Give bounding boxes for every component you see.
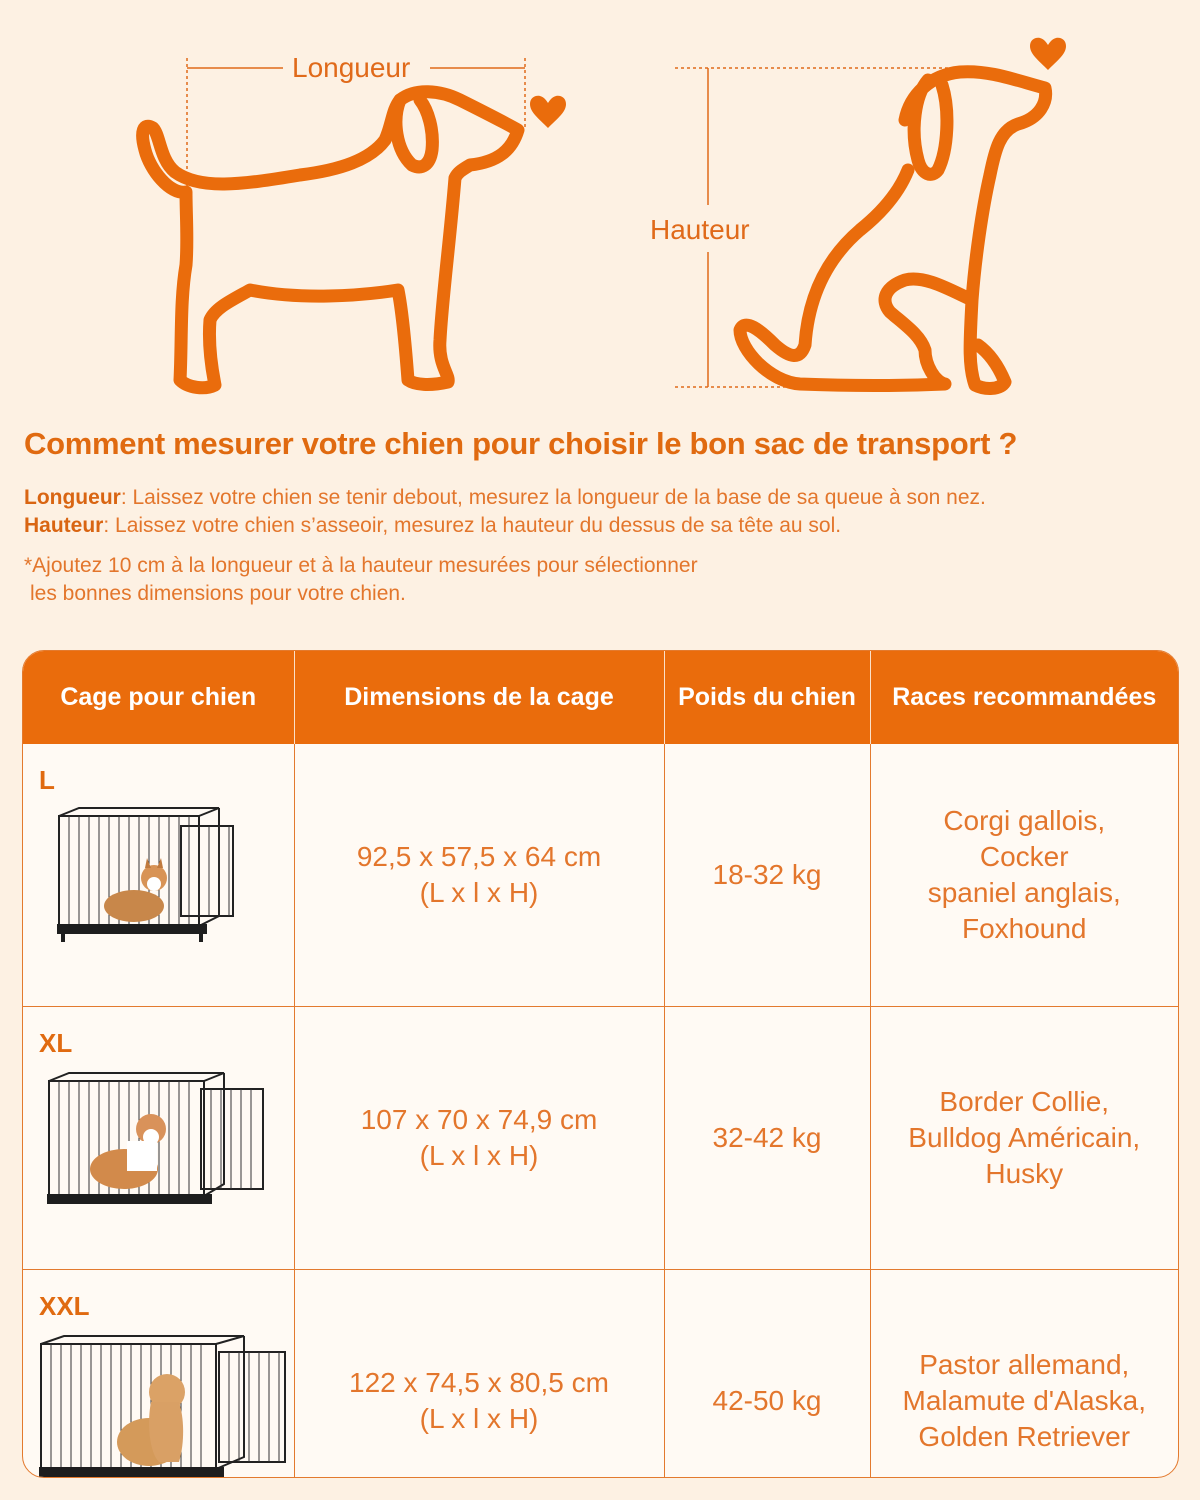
note-line-2: les bonnes dimensions pour votre chien.	[30, 582, 406, 605]
dimensions-cell	[294, 1007, 664, 1270]
length-instruction	[24, 484, 986, 512]
breed-line: Golden Retriever	[918, 1421, 1131, 1452]
weight-cell: 42-50 kg	[664, 1270, 870, 1479]
size-table	[22, 650, 1179, 1478]
breed-line: Pastor allemand,	[919, 1349, 1130, 1380]
breed-line: Foxhound	[961, 913, 1087, 944]
size-label: XL	[39, 1028, 73, 1058]
header-cage: Cage pour chien	[23, 651, 294, 744]
height-text: : Laissez votre chien s’asseoir, mesurez la hauteur du dessus de sa tête au sol.	[103, 514, 842, 537]
dimensions-value: 107 x 70 x 74,9 cm	[360, 1104, 598, 1135]
breed-line: Bulldog Américain,	[908, 1122, 1141, 1153]
cage-cell	[23, 1270, 294, 1479]
breed-line: Border Collie,	[939, 1086, 1110, 1117]
heart-icon	[530, 96, 566, 128]
breed-line: Cocker	[979, 841, 1069, 872]
breed-line: Corgi gallois,	[943, 805, 1106, 836]
table-row	[23, 1270, 1178, 1479]
length-label: Longueur	[292, 52, 411, 83]
note-line-1: *Ajoutez 10 cm à la longueur et à la hauteur mesurées pour sélectionner	[24, 554, 698, 577]
breed-line: Malamute d'Alaska,	[902, 1385, 1146, 1416]
height-label: Hauteur	[650, 214, 750, 245]
weight-cell: 18-32 kg	[664, 744, 870, 1007]
table-row	[23, 744, 1178, 1007]
size-label: L	[39, 765, 55, 795]
breeds-cell	[870, 1007, 1178, 1270]
cage-cell	[23, 1007, 294, 1270]
breeds-cell	[870, 1270, 1178, 1479]
height-term: Hauteur	[24, 514, 104, 537]
sitting-dog-icon	[740, 72, 1046, 389]
header-breeds: Races recommandées	[870, 651, 1178, 744]
header-dimensions: Dimensions de la cage	[294, 651, 664, 744]
table-header	[23, 651, 1178, 744]
dog-crate-image	[39, 1332, 289, 1478]
dimensions-legend: (L x l x H)	[419, 1403, 539, 1434]
table-row	[23, 1007, 1178, 1270]
dimensions-cell	[294, 744, 664, 1007]
height-instruction	[24, 512, 986, 540]
length-term: Longueur	[24, 486, 121, 509]
dog-crate-image	[39, 806, 249, 956]
measurement-illustration	[0, 0, 1200, 410]
size-note	[24, 552, 698, 608]
length-text: : Laissez votre chien se tenir debout, mesurez la longueur de la base de sa queue à son nez.	[120, 486, 986, 509]
header-weight: Poids du chien	[664, 651, 870, 744]
weight-cell: 32-42 kg	[664, 1007, 870, 1270]
dimensions-legend: (L x l x H)	[419, 1140, 539, 1171]
heart-icon	[1030, 38, 1066, 70]
dimensions-cell	[294, 1270, 664, 1479]
breed-line: Husky	[985, 1158, 1064, 1189]
breeds-cell	[870, 744, 1178, 1007]
dimensions-value: 92,5 x 57,5 x 64 cm	[356, 841, 602, 872]
breed-line: spaniel anglais,	[927, 877, 1121, 908]
instructions	[24, 484, 986, 540]
page-title: Comment mesurer votre chien pour choisir le bon sac de transport ?	[24, 426, 1018, 461]
dog-crate-image	[39, 1069, 269, 1219]
dimensions-value: 122 x 74,5 x 80,5 cm	[349, 1367, 609, 1398]
standing-dog-icon	[143, 92, 518, 388]
cage-cell	[23, 744, 294, 1007]
size-label: XXL	[39, 1291, 90, 1321]
dimensions-legend: (L x l x H)	[419, 877, 539, 908]
